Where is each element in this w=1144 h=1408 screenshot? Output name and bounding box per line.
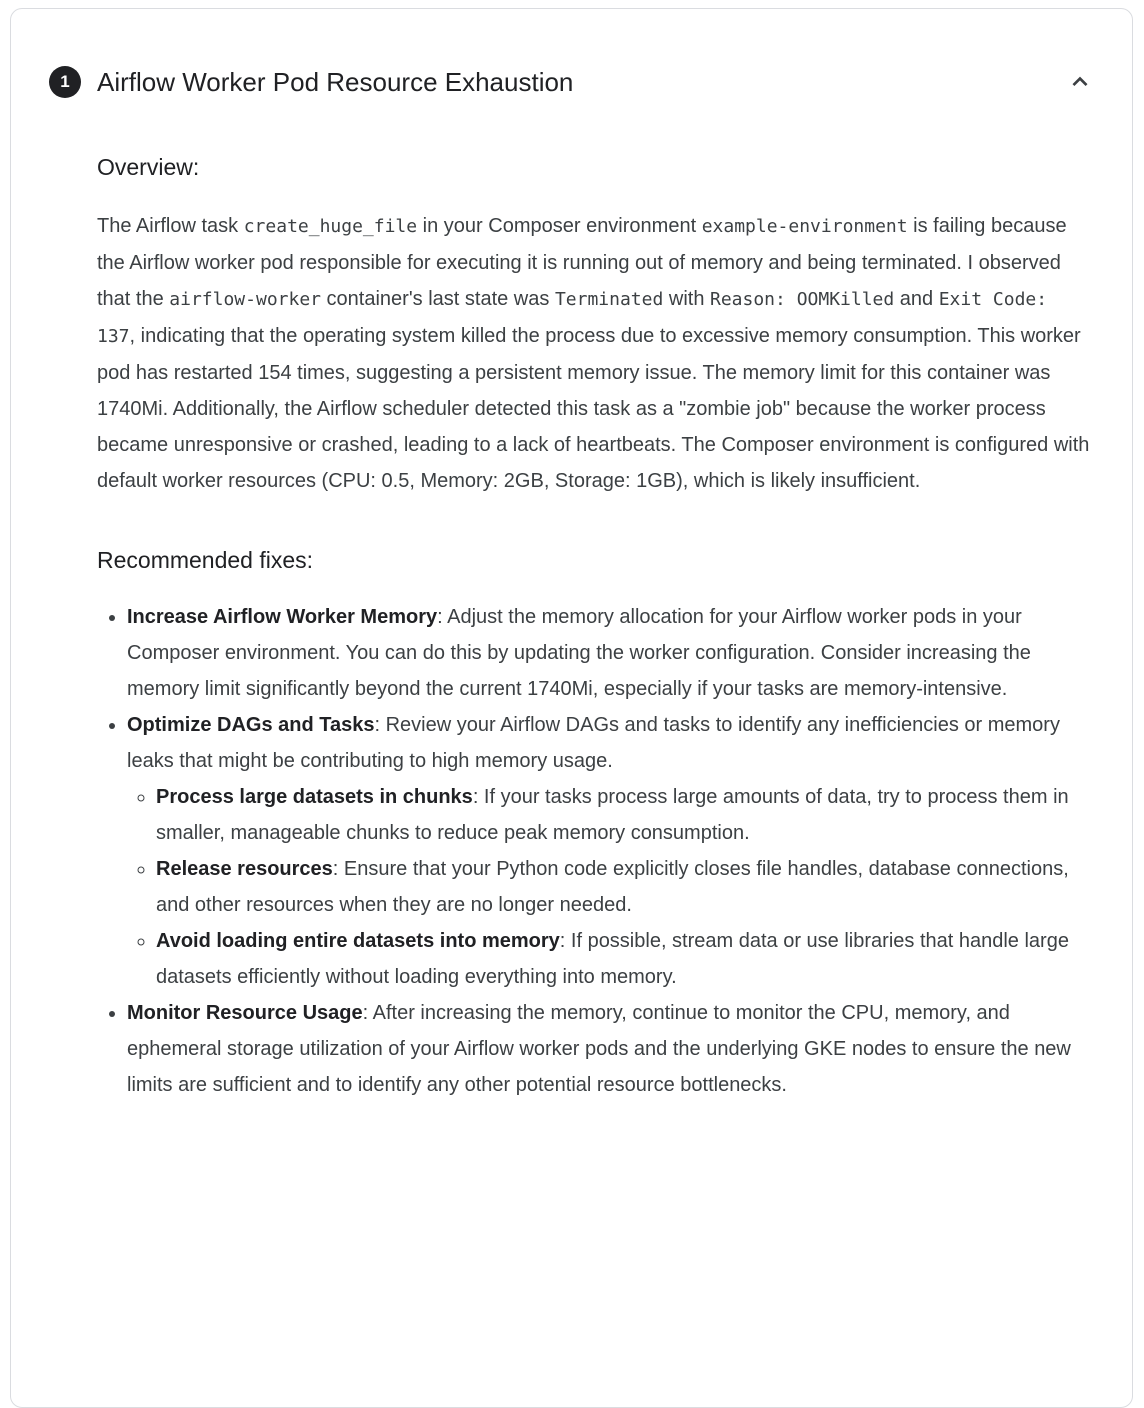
- fix-sublist: [127, 779, 1092, 995]
- text-run-normal: : If your tasks process large amounts of data, try to process them in smaller, manageable chunks to reduce peak memory consumption.: [156, 786, 1069, 844]
- text-run-code: example-environment: [701, 216, 908, 237]
- text-run-normal: and: [894, 288, 939, 310]
- text-run-bold: Process large datasets in chunks: [156, 786, 473, 808]
- fix-sublist-item: [156, 851, 1092, 923]
- overview-paragraph: [97, 208, 1092, 499]
- text-run-code: Exit Code: 137: [97, 289, 1048, 347]
- text-run-code: create_huge_file: [243, 216, 418, 237]
- text-run-normal: : If possible, stream data or use libraries that handle large datasets efficiently without loading everything into memory.: [156, 930, 1069, 988]
- text-run-normal: : Ensure that your Python code explicitly closes file handles, database connections, and other resources when they are no longer needed.: [156, 858, 1069, 916]
- fixes-list: [97, 599, 1092, 1103]
- overview-heading: Overview:: [97, 154, 200, 180]
- text-run-bold: Avoid loading entire datasets into memory: [156, 930, 560, 952]
- fix-sublist-item: [156, 923, 1092, 995]
- text-run-code: airflow-worker: [169, 289, 321, 310]
- text-run-normal: is failing because the Airflow worker pod responsible for executing it is running out of memory and being terminated. I observed that the: [97, 215, 1067, 310]
- fix-list-item: [127, 599, 1092, 707]
- text-run-normal: in your Composer environment: [417, 215, 702, 237]
- text-run-bold: Monitor Resource Usage: [127, 1002, 363, 1024]
- text-run-code: Reason: OOMKilled: [710, 289, 895, 310]
- text-run-normal: The Airflow task: [97, 215, 244, 237]
- chevron-up-icon: [1066, 68, 1094, 96]
- fix-list-item: [127, 995, 1092, 1103]
- text-run-bold: Release resources: [156, 858, 333, 880]
- finding-card-header: [11, 9, 1132, 106]
- text-run-code: Terminated: [554, 289, 664, 310]
- finding-card: [10, 8, 1133, 1408]
- finding-title: Airflow Worker Pod Resource Exhaustion: [97, 67, 574, 97]
- fix-sublist-item: [156, 779, 1092, 851]
- text-run-normal: , indicating that the operating system killed the process due to excessive memory consumption. This worker pod has restarted 154 times, suggesting a persistent memory issue. The memory limit for this container was 1740Mi. Additionally, the Airflow scheduler detected this task as a "zombie job" because the worker process became unresponsive or crashed, leading to a lack of heartbeats. The Composer environment is configured with default worker resources (CPU: 0.5, Memory: 2GB, Storage: 1GB), which is likely insufficient.: [97, 325, 1090, 492]
- text-run-normal: with: [663, 288, 710, 310]
- finding-content: [11, 152, 1132, 1143]
- text-run-normal: : Review your Airflow DAGs and tasks to identify any inefficiencies or memory leaks that might be contributing to high memory usage.: [127, 714, 1060, 772]
- fix-list-item: [127, 707, 1092, 779]
- text-run-normal: : After increasing the memory, continue to monitor the CPU, memory, and ephemeral storage utilization of your Airflow worker pods and the underlying GKE nodes to ensure the new limits are sufficient and to identify any other potential resource bottlenecks.: [127, 1002, 1071, 1096]
- recommended-fixes-heading: Recommended fixes:: [97, 547, 314, 573]
- finding-number-badge: 1: [49, 66, 81, 98]
- text-run-bold: Optimize DAGs and Tasks: [127, 714, 375, 736]
- text-run-normal: : Adjust the memory allocation for your Airflow worker pods in your Composer environment. You can do this by updating the worker configuration. Consider increasing the memory limit significantly beyond the current 1740Mi, especially if your tasks are memory-intensive.: [127, 606, 1031, 700]
- text-run-bold: Increase Airflow Worker Memory: [127, 606, 438, 628]
- collapse-button[interactable]: [1056, 58, 1104, 106]
- text-run-normal: container's last state was: [321, 288, 555, 310]
